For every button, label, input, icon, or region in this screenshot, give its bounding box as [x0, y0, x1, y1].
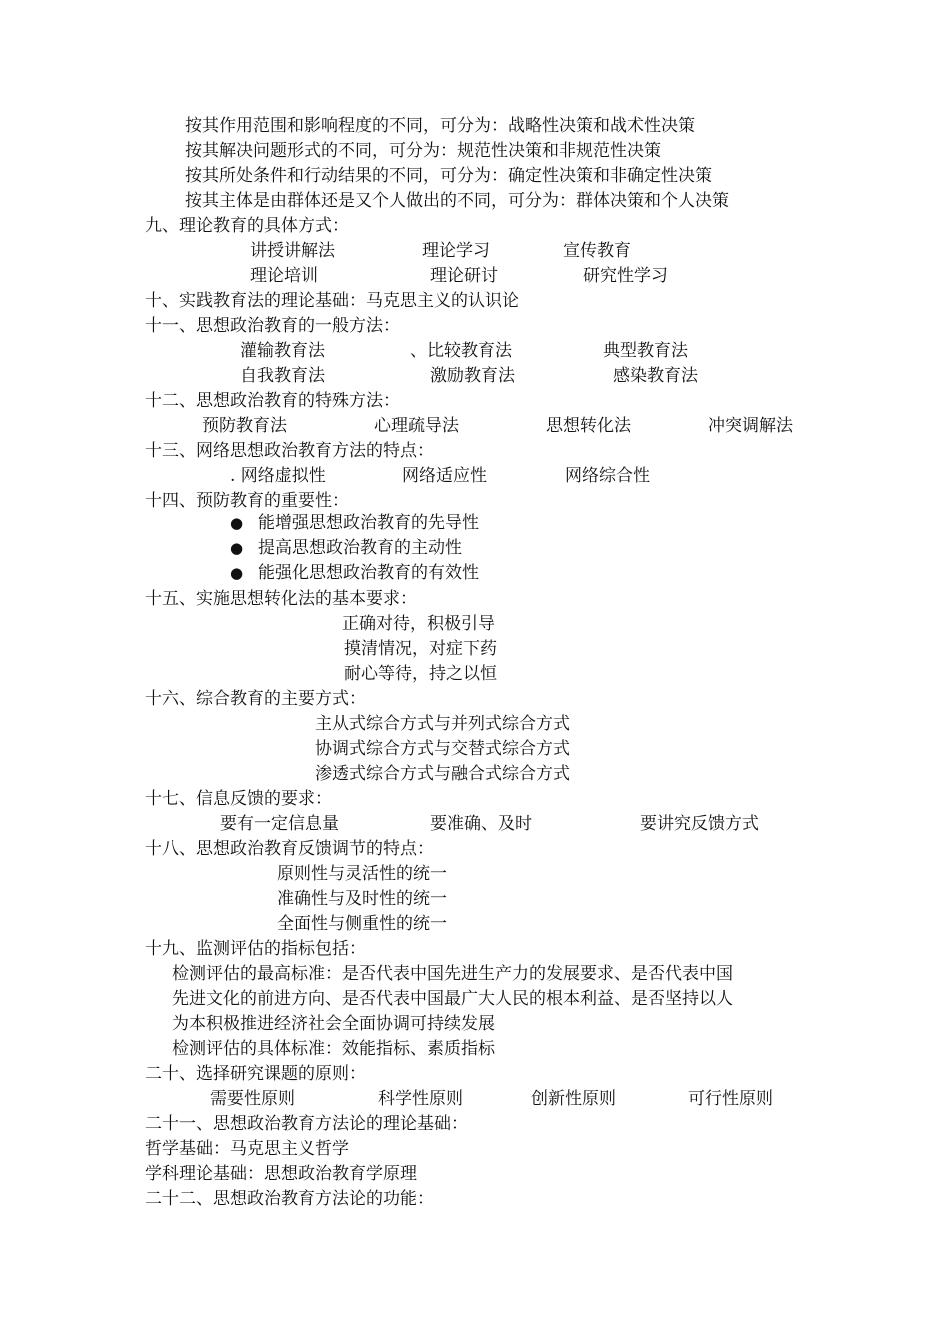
s16-item-2: 协调式综合方式与交替式综合方式	[315, 739, 570, 759]
section-heading-14: 十四、预防教育的重要性：	[145, 491, 349, 511]
s9-item-5: 理论研讨	[430, 266, 498, 286]
decision-line-2: 按其解决问题形式的不同，可分为：规范性决策和非规范性决策	[185, 141, 661, 161]
s17-item-2: 要准确、及时	[430, 814, 532, 834]
s19-para-line-2: 先进文化的前进方向、是否代表中国最广大人民的根本利益、是否坚持以人	[172, 989, 733, 1009]
s13-item-2: 网络适应性	[402, 466, 487, 486]
s12-item-3: 思想转化法	[546, 416, 631, 436]
s20-item-4: 可行性原则	[688, 1089, 773, 1109]
s14-item-2: 提高思想政治教育的主动性	[258, 538, 462, 558]
s15-item-2: 摸清情况，对症下药	[344, 639, 497, 659]
s19-para-line-4: 检测评估的具体标准：效能指标、素质指标	[172, 1039, 495, 1059]
s9-item-3: 宣传教育	[563, 241, 631, 261]
s14-item-1: 能增强思想政治教育的先导性	[258, 513, 479, 533]
s12-item-1: 预防教育法	[202, 416, 287, 436]
section-heading-9: 九、理论教育的具体方式：	[145, 216, 349, 236]
s19-para-line-3: 为本积极推进经济社会全面协调可持续发展	[172, 1014, 495, 1034]
s16-item-3: 渗透式综合方式与融合式综合方式	[315, 764, 570, 784]
s21-line-2: 学科理论基础：思想政治教育学原理	[145, 1164, 417, 1184]
bullet-icon: ●	[230, 539, 244, 557]
section-heading-19: 十九、监测评估的指标包括：	[145, 939, 366, 959]
section-heading-16: 十六、综合教育的主要方式：	[145, 689, 366, 709]
s9-item-1: 讲授讲解法	[250, 241, 335, 261]
s13-item-3: 网络综合性	[565, 466, 650, 486]
s19-para-line-1: 检测评估的最高标准：是否代表中国先进生产力的发展要求、是否代表中国	[172, 964, 733, 984]
decision-line-1: 按其作用范围和影响程度的不同，可分为：战略性决策和战术性决策	[185, 116, 695, 136]
section-heading-13: 十三、网络思想政治教育方法的特点：	[145, 441, 434, 461]
section-heading-21: 二十一、思想政治教育方法论的理论基础：	[145, 1114, 468, 1134]
decision-line-3: 按其所处条件和行动结果的不同，可分为：确定性决策和非确定性决策	[185, 166, 712, 186]
s18-item-1: 原则性与灵活性的统一	[277, 864, 447, 884]
s13-item-1: . 网络虚拟性	[230, 466, 326, 486]
s12-item-2: 心理疏导法	[374, 416, 459, 436]
s18-item-3: 全面性与侧重性的统一	[277, 914, 447, 934]
s11-item-5: 激励教育法	[430, 366, 515, 386]
s9-item-4: 理论培训	[250, 266, 318, 286]
s20-item-2: 科学性原则	[378, 1089, 463, 1109]
s21-line-1: 哲学基础：马克思主义哲学	[145, 1139, 349, 1159]
section-heading-22: 二十二、思想政治教育方法论的功能：	[145, 1189, 434, 1209]
s12-item-4: 冲突调解法	[708, 416, 793, 436]
section-heading-11: 十一、思想政治教育的一般方法：	[145, 316, 400, 336]
s15-item-1: 正确对待，积极引导	[342, 614, 495, 634]
s20-item-3: 创新性原则	[531, 1089, 616, 1109]
s11-item-4: 自我教育法	[240, 366, 325, 386]
s9-item-6: 研究性学习	[583, 266, 668, 286]
bullet-icon: ●	[230, 514, 244, 532]
section-heading-20: 二十、选择研究课题的原则：	[145, 1064, 366, 1084]
section-heading-17: 十七、信息反馈的要求：	[145, 789, 332, 809]
section-heading-15: 十五、实施思想转化法的基本要求：	[145, 589, 417, 609]
decision-line-4: 按其主体是由群体还是又个人做出的不同，可分为：群体决策和个人决策	[185, 191, 729, 211]
section-heading-10: 十、实践教育法的理论基础：马克思主义的认识论	[145, 291, 519, 311]
s11-item-2: 、比较教育法	[410, 341, 512, 361]
section-heading-12: 十二、思想政治教育的特殊方法：	[145, 391, 400, 411]
s20-item-1: 需要性原则	[210, 1089, 295, 1109]
s11-item-6: 感染教育法	[613, 366, 698, 386]
s15-item-3: 耐心等待，持之以恒	[344, 664, 497, 684]
s18-item-2: 准确性与及时性的统一	[277, 889, 447, 909]
s9-item-2: 理论学习	[422, 241, 490, 261]
s17-item-1: 要有一定信息量	[220, 814, 339, 834]
s11-item-3: 典型教育法	[603, 341, 688, 361]
s16-item-1: 主从式综合方式与并列式综合方式	[315, 714, 570, 734]
s14-item-3: 能强化思想政治教育的有效性	[258, 563, 479, 583]
section-heading-18: 十八、思想政治教育反馈调节的特点：	[145, 839, 434, 859]
s17-item-3: 要讲究反馈方式	[640, 814, 759, 834]
s11-item-1: 灌输教育法	[240, 341, 325, 361]
bullet-icon: ●	[230, 564, 244, 582]
